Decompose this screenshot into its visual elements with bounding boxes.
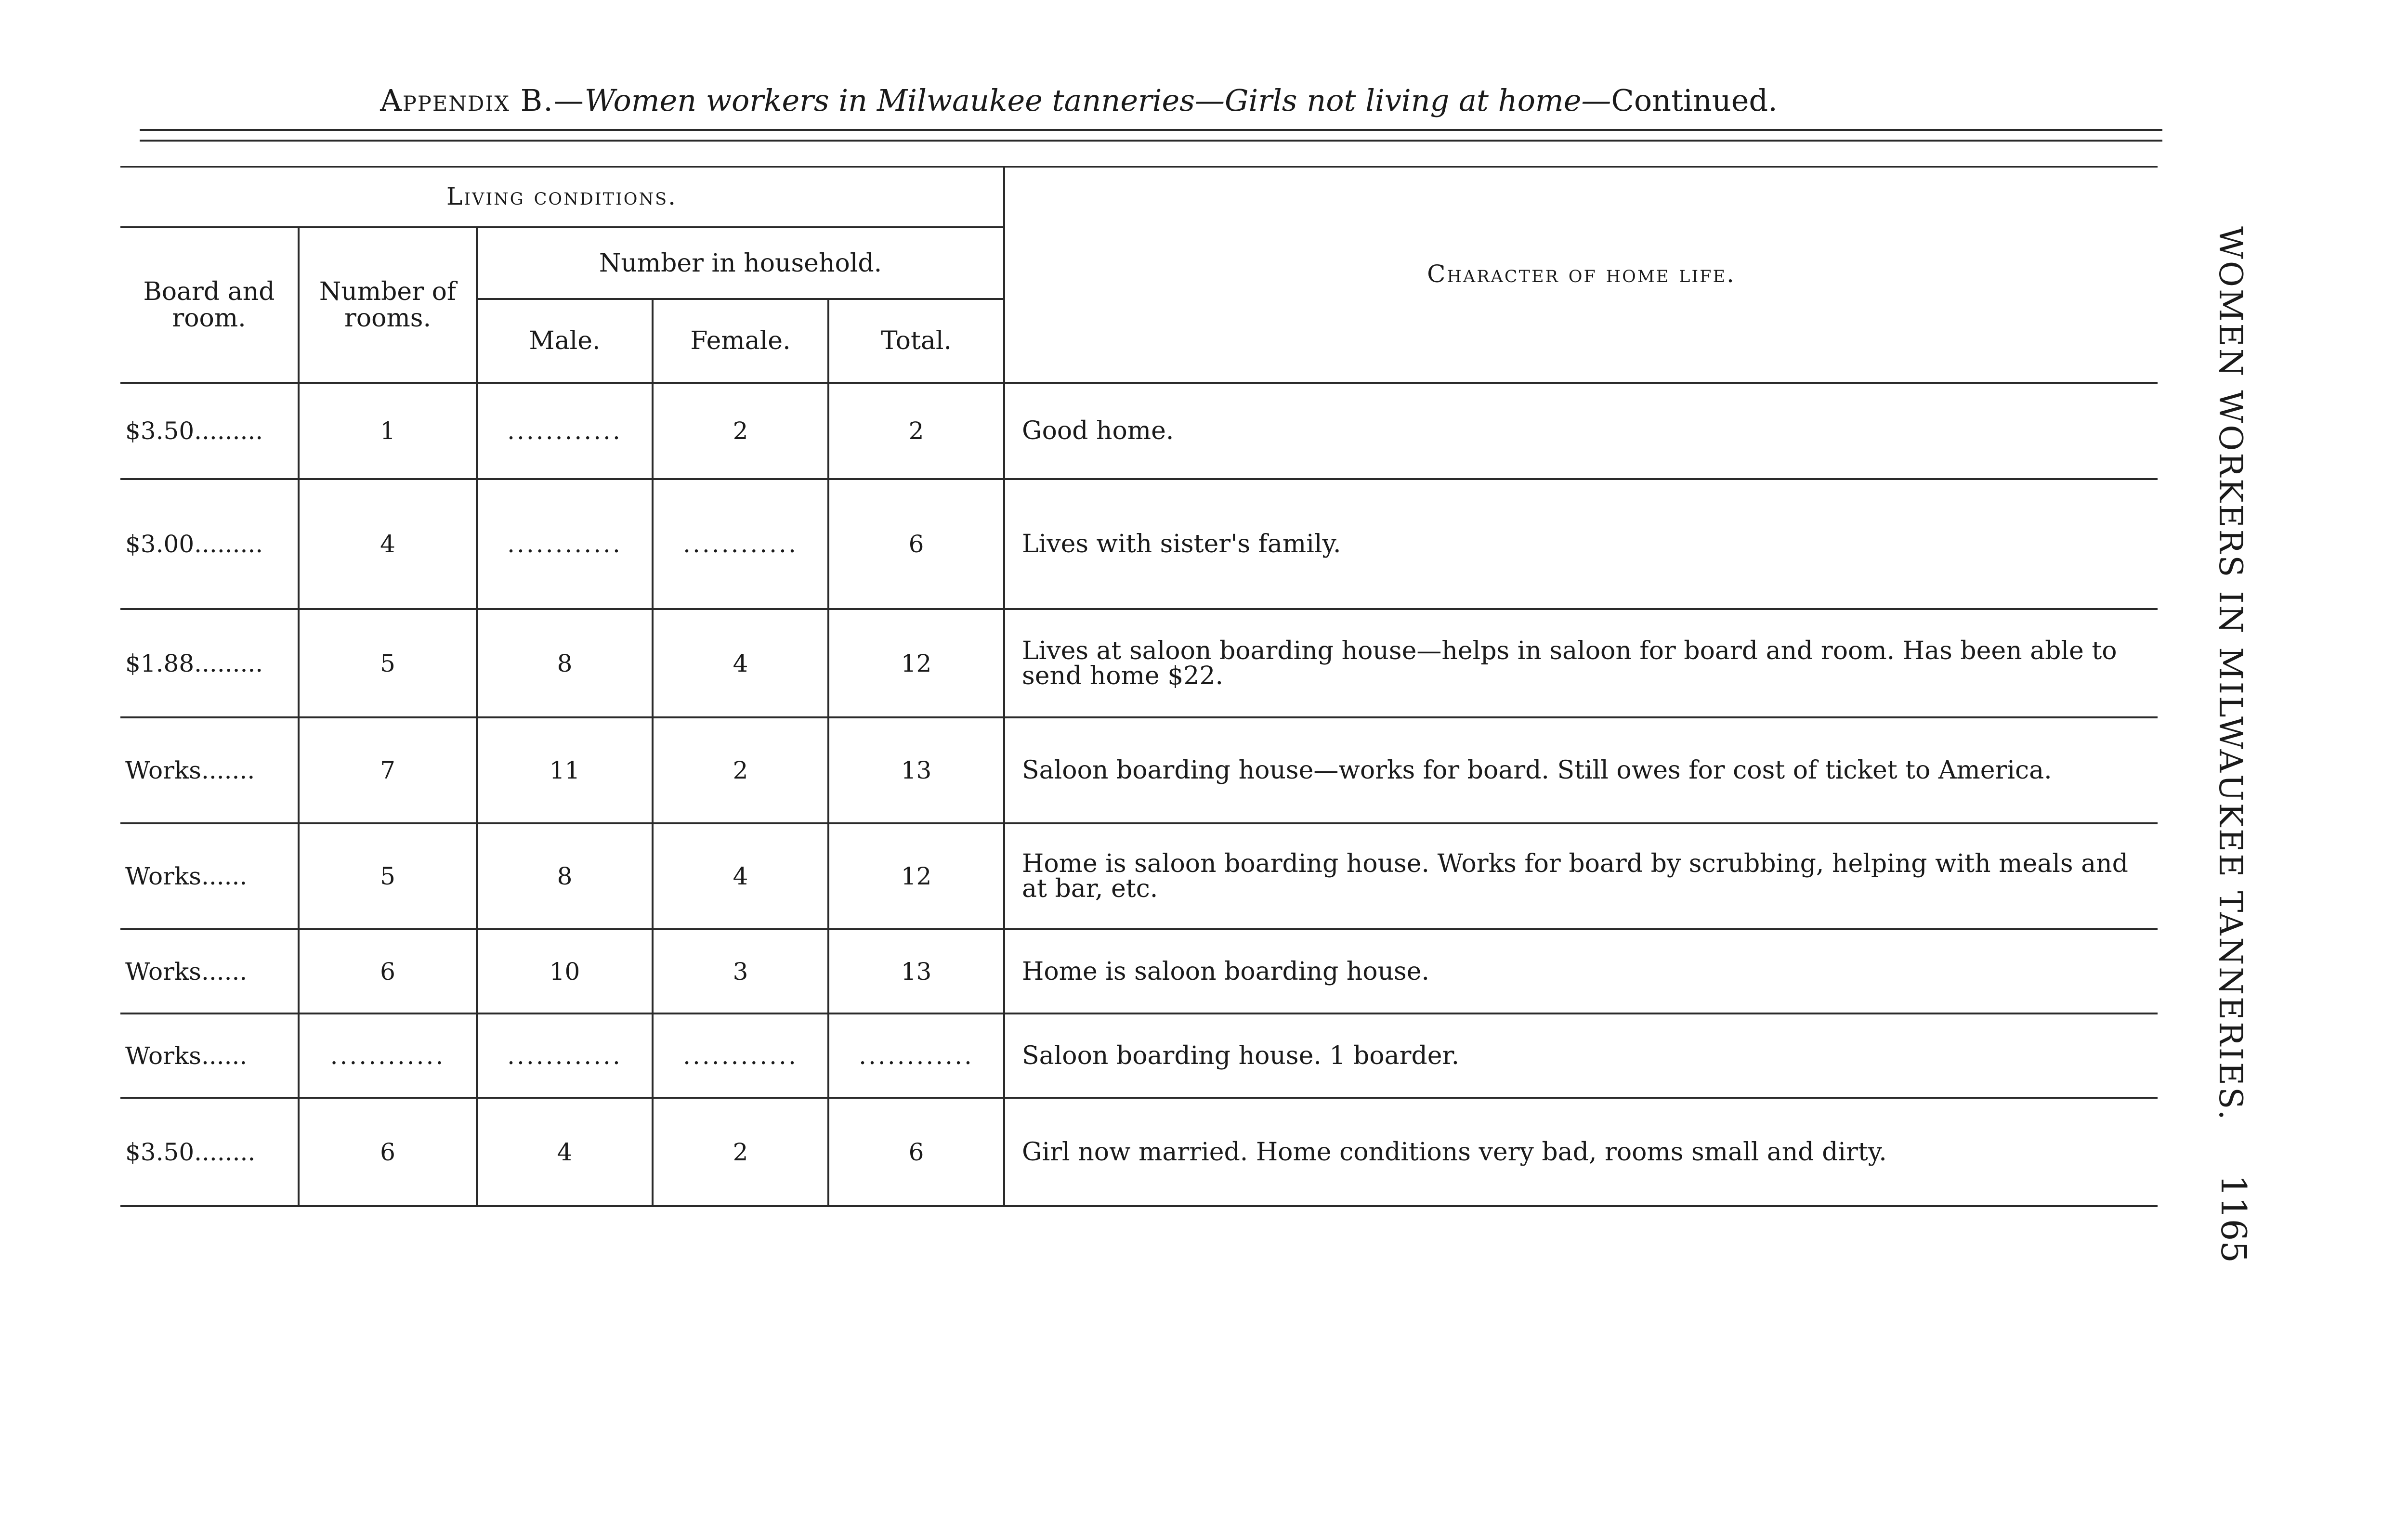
header-board-and-room: Board and room. (120, 227, 299, 383)
cell-rooms: 1 (299, 383, 477, 479)
title-prefix: Appendix B.— (380, 83, 585, 118)
cell-female: ............ (653, 479, 828, 609)
cell-total: ............ (828, 1013, 1004, 1098)
page-number: 1165 (2213, 1175, 2254, 1263)
cell-rooms: 4 (299, 479, 477, 609)
table-row (120, 823, 2158, 929)
cell-rooms: 5 (299, 823, 477, 929)
cell-board: $3.50........ (120, 1098, 299, 1206)
cell-board: Works....... (120, 717, 299, 823)
cell-male: ............ (477, 1013, 653, 1098)
cell-total: 12 (828, 609, 1004, 717)
table-row (120, 609, 2158, 717)
data-table (120, 166, 2158, 1207)
title-suffix: Continued. (1611, 83, 1778, 118)
cell-board: $1.88......... (120, 609, 299, 717)
side-running-title: WOMEN WORKERS IN MILWAUKEE TANNERIES. (2212, 226, 2249, 1122)
cell-male: ............ (477, 479, 653, 609)
table-row (120, 1098, 2158, 1206)
cell-board: $3.50......... (120, 383, 299, 479)
cell-male: ............ (477, 383, 653, 479)
table-row (120, 383, 2158, 479)
cell-total: 13 (828, 929, 1004, 1013)
cell-board: Works...... (120, 823, 299, 929)
cell-male: 11 (477, 717, 653, 823)
cell-board: $3.00......... (120, 479, 299, 609)
header-total: Total. (828, 299, 1004, 383)
title-italic: Women workers in Milwaukee tanneries—Girls not living at home— (584, 83, 1611, 118)
cell-rooms: 5 (299, 609, 477, 717)
cell-female: 2 (653, 383, 828, 479)
header-character-of-home-life: Character of home life. (1004, 166, 2158, 383)
cell-rooms: 6 (299, 929, 477, 1013)
cell-board: Works...... (120, 1013, 299, 1098)
cell-total: 13 (828, 717, 1004, 823)
table-row (120, 717, 2158, 823)
cell-male: 10 (477, 929, 653, 1013)
top-rule-2 (140, 140, 2162, 142)
cell-female: 2 (653, 1098, 828, 1206)
cell-board: Works...... (120, 929, 299, 1013)
cell-character: Lives at saloon boarding house—helps in saloon for board and room. Has been able to send home $22. (1004, 609, 2158, 717)
header-living-conditions: Living conditions. (120, 166, 1004, 227)
table-row (120, 929, 2158, 1013)
table-row (120, 1013, 2158, 1098)
cell-character: Saloon boarding house—works for board. Still owes for cost of ticket to America. (1004, 717, 2158, 823)
cell-character: Saloon boarding house. 1 boarder. (1004, 1013, 2158, 1098)
cell-rooms: ............ (299, 1013, 477, 1098)
cell-character: Girl now married. Home conditions very bad, rooms small and dirty. (1004, 1098, 2158, 1206)
cell-female: 3 (653, 929, 828, 1013)
top-rule-1 (140, 129, 2162, 131)
cell-female: 4 (653, 823, 828, 929)
cell-total: 2 (828, 383, 1004, 479)
cell-total: 12 (828, 823, 1004, 929)
cell-male: 4 (477, 1098, 653, 1206)
header-female: Female. (653, 299, 828, 383)
cell-character: Lives with sister's family. (1004, 479, 2158, 609)
cell-female: ............ (653, 1013, 828, 1098)
cell-total: 6 (828, 1098, 1004, 1206)
table-row (120, 479, 2158, 609)
cell-female: 4 (653, 609, 828, 717)
cell-rooms: 6 (299, 1098, 477, 1206)
cell-female: 2 (653, 717, 828, 823)
header-male: Male. (477, 299, 653, 383)
page-title (0, 83, 2158, 118)
cell-character: Home is saloon boarding house. (1004, 929, 2158, 1013)
cell-character: Good home. (1004, 383, 2158, 479)
header-number-of-rooms: Number of rooms. (299, 227, 477, 383)
header-number-in-household: Number in household. (477, 227, 1004, 299)
cell-total: 6 (828, 479, 1004, 609)
cell-character: Home is saloon boarding house. Works for board by scrubbing, helping with meals and at bar, etc. (1004, 823, 2158, 929)
cell-rooms: 7 (299, 717, 477, 823)
cell-male: 8 (477, 609, 653, 717)
cell-male: 8 (477, 823, 653, 929)
